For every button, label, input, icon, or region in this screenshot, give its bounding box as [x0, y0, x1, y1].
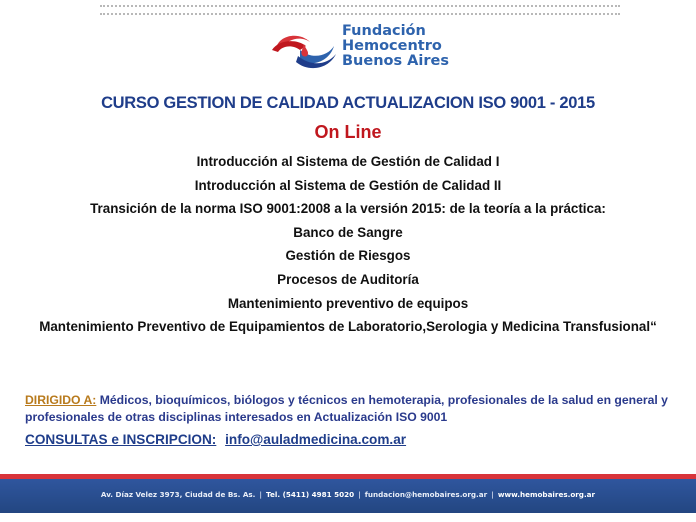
logo-line-3: Buenos Aires: [342, 53, 449, 69]
hemocentro-logo-icon: [270, 26, 338, 72]
footer-phone: Tel. (5411) 4981 5020: [266, 490, 355, 499]
footer-website[interactable]: www.hemobaires.org.ar: [497, 490, 596, 499]
course-title: CURSO GESTION DE CALIDAD ACTUALIZACION ISO 9001 - 2015: [101, 94, 595, 112]
logo-line-1: Fundación: [342, 23, 426, 39]
topic-item: Procesos de Auditoría: [277, 271, 419, 287]
logo-line-2: Hemocentro: [342, 38, 442, 54]
topic-item: Introducción al Sistema de Gestión de Calidad II: [194, 177, 502, 193]
online-subtitle: On Line: [314, 122, 382, 142]
footer-contact-info: Av. Díaz Velez 3973, Ciudad de Bs. As. | Tel. (5411) 4981 5020 | fundacion@hemobaires.org.ar | www.hemobaires.org.ar: [100, 490, 596, 499]
topic-item: Introducción al Sistema de Gestión de Calidad I: [196, 154, 500, 169]
topic-item: Gestión de Riesgos: [285, 248, 411, 264]
footer-email[interactable]: fundacion@hemobaires.org.ar: [364, 490, 488, 499]
foundation-logo: [270, 24, 470, 74]
topic-item: Transición de la norma ISO 9001:2008 a la versión 2015: de la teoría a la práctica:: [90, 201, 606, 217]
contact-email-link[interactable]: info@auladmedicina.com.ar: [225, 432, 407, 447]
dotted-divider-bottom: [100, 13, 620, 16]
dotted-divider-top: [100, 5, 620, 8]
topic-item: Banco de Sangre: [293, 224, 403, 240]
footer-address: Av. Díaz Velez 3973, Ciudad de Bs. As.: [100, 490, 256, 499]
logo-wordmark: [342, 24, 449, 69]
topic-list: [0, 150, 696, 359]
contact-label: CONSULTAS e INSCRIPCION:: [25, 432, 217, 447]
target-audience-text: Médicos, bioquímicos, biólogos y técnicos en hemoterapia, profesionales de la salud en general y profesionales de otras disciplinas interesados en Actualización ISO 9001: [25, 393, 668, 424]
topic-item: Mantenimiento Preventivo de Equipamientos de Laboratorio,Serologia y Medicina Transfusional“: [39, 319, 657, 335]
target-audience: [25, 392, 673, 426]
contact-line: [25, 432, 406, 447]
target-audience-label: DIRIGIDO A:: [25, 393, 97, 407]
topic-item: Mantenimiento preventivo de equipos: [227, 295, 469, 311]
